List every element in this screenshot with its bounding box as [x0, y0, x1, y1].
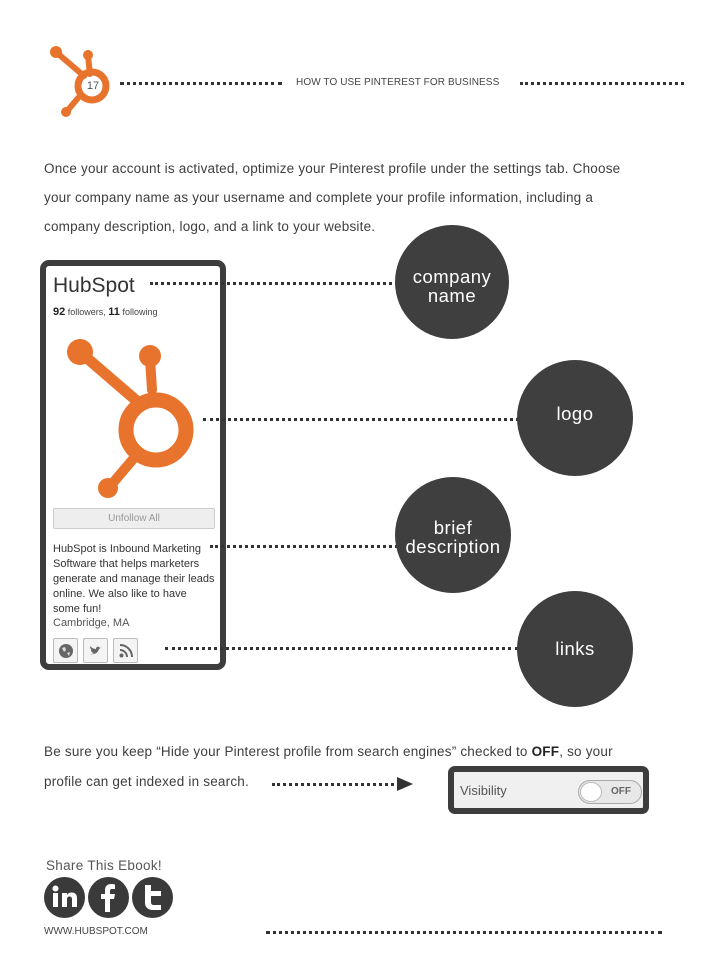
profile-location: Cambridge, MA	[53, 617, 130, 629]
connector-logo	[203, 418, 519, 421]
twitter-link-button[interactable]	[83, 638, 108, 663]
bottom-line-2: profile can get indexed in search.	[44, 774, 249, 789]
website-link-button[interactable]	[53, 638, 78, 663]
description-line: some fun!	[53, 603, 102, 615]
callout-text: name	[427, 285, 477, 306]
followers-count: 92	[53, 306, 66, 318]
visibility-toggle[interactable]	[578, 780, 642, 804]
linkedin-icon	[44, 877, 85, 918]
connector-company-name	[150, 282, 398, 285]
callout-text: company	[412, 266, 492, 287]
toggle-knob	[580, 782, 602, 802]
following-count: 11	[108, 306, 120, 318]
connector-description	[210, 545, 398, 548]
bottom-text: , so your	[559, 744, 613, 759]
callout-company-name	[395, 225, 509, 339]
description-line: online. We also like to have	[53, 588, 187, 600]
following-word: following	[122, 307, 158, 317]
callout-links	[517, 591, 633, 707]
share-label: Share This Ebook!	[46, 858, 162, 873]
visibility-connector	[272, 783, 400, 786]
twitter-share-button[interactable]	[132, 877, 173, 918]
bottom-line-1	[44, 744, 613, 759]
description-line: Software that helps marketers	[53, 558, 200, 570]
description-line: HubSpot is Inbound Marketing	[53, 543, 201, 555]
footer-divider	[266, 931, 662, 934]
footer-url[interactable]: WWW.HUBSPOT.COM	[44, 926, 148, 937]
rss-icon	[118, 643, 134, 659]
callout-brief-description	[395, 477, 511, 593]
description-line: generate and manage their leads	[53, 573, 215, 585]
arrow-right-icon	[397, 777, 413, 791]
followers-word: followers,	[67, 307, 106, 317]
intro-line-2: your company name as your username and complete your profile information, including a	[44, 190, 594, 205]
profile-description	[53, 542, 221, 617]
connector-links	[165, 647, 518, 650]
intro-line-1: Once your account is activated, optimize your Pinterest profile under the settings tab. Choose	[44, 161, 621, 176]
facebook-share-button[interactable]	[88, 877, 129, 918]
off-emphasis: OFF	[531, 744, 560, 759]
linkedin-share-button[interactable]	[44, 877, 85, 918]
callout-text: brief	[433, 517, 473, 538]
facebook-icon	[88, 877, 129, 918]
visibility-setting	[448, 766, 649, 814]
profile-card	[40, 260, 226, 670]
intro-line-3: company description, logo, and a link to your website.	[44, 219, 376, 234]
twitter-bird-icon	[88, 643, 104, 659]
profile-name: HubSpot	[53, 274, 135, 297]
globe-icon	[58, 643, 74, 659]
rss-link-button[interactable]	[113, 638, 138, 663]
callout-text: logo	[556, 403, 594, 424]
document-title: HOW TO USE PINTEREST FOR BUSINESS	[296, 77, 500, 88]
header-divider-left	[120, 82, 282, 85]
visibility-label: Visibility	[460, 783, 507, 798]
page-number: 17	[86, 80, 100, 92]
toggle-state: OFF	[611, 786, 631, 797]
profile-logo-image	[60, 330, 210, 500]
callout-logo	[517, 360, 633, 476]
callout-text: links	[555, 638, 595, 659]
unfollow-all-button[interactable]: Unfollow All	[53, 508, 215, 529]
bottom-text: Be sure you keep “Hide your Pinterest profile from search engines” checked to	[44, 744, 532, 759]
header-divider-right	[520, 82, 684, 85]
twitter-t-icon	[132, 877, 173, 918]
follow-stats	[53, 306, 157, 318]
callout-text: description	[405, 536, 501, 557]
